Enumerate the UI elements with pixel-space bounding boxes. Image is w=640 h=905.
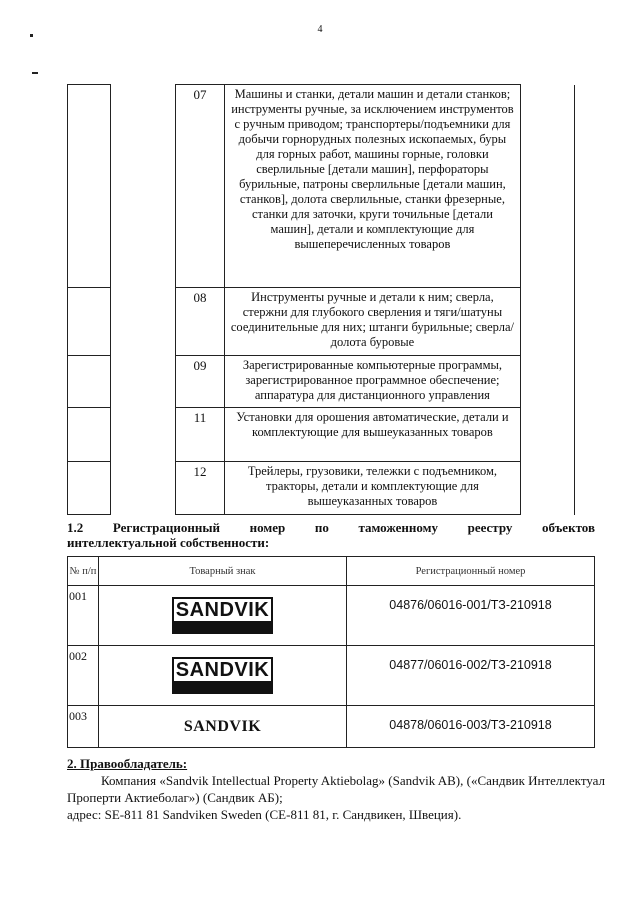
empty-cell bbox=[111, 85, 176, 288]
table-row bbox=[68, 586, 595, 646]
heading-word: объектов bbox=[542, 520, 595, 535]
table-row bbox=[68, 356, 575, 408]
class-code: 12 bbox=[176, 462, 224, 515]
empty-cell bbox=[68, 288, 111, 356]
class-code: 11 bbox=[176, 408, 224, 462]
empty-cell bbox=[521, 288, 575, 356]
class-description: Установки для орошения автоматические, детали и комплектующие для вышеуказанных товаров bbox=[224, 408, 521, 462]
logo-bar bbox=[174, 681, 272, 692]
class-description: Трейлеры, грузовики, тележки с подъемником, тракторы, детали и комплектующие для вышеуказанных товаров bbox=[224, 462, 521, 515]
empty-cell bbox=[111, 356, 176, 408]
logo-text: SANDVIK bbox=[175, 659, 270, 681]
registration-number: 04876/06016-001/ТЗ-210918 bbox=[347, 586, 595, 646]
registration-number: 04877/06016-002/ТЗ-210918 bbox=[347, 646, 595, 706]
section-number: 1.2 bbox=[67, 520, 84, 535]
empty-cell bbox=[68, 356, 111, 408]
registration-table bbox=[67, 556, 595, 748]
class-description: Машины и станки, детали машин и детали станков; инструменты ручные, за исключением инструментов с ручным приводом; транспортеры/подъемники для добычи горнорудных полезных ископаемых, буры для горных работ, машины горные, головки сверлильные [детали машин], перфораторы бурильные, патроны сверлильные [детали машин, станков], долота сверлильные, станки фрезерные, станки для заточки, круги точильные [детали машин], детали и комплектующие для вышеперечисленных товаров bbox=[224, 85, 521, 288]
trademark-logo bbox=[99, 586, 347, 646]
row-number: 002 bbox=[68, 646, 99, 706]
trademark-wordmark bbox=[99, 706, 347, 748]
holder-title: 2. Правообладатель: bbox=[67, 756, 188, 771]
class-description: Инструменты ручные и детали к ним; сверла, стержни для глубокого сверления и тяги/шатуны соединительные для них; штанги бурильные; сверла/долота буровые bbox=[224, 288, 521, 356]
empty-cell bbox=[521, 356, 575, 408]
table-row bbox=[68, 646, 595, 706]
class-description: Зарегистрированные компьютерные программы, зарегистрированное программное обеспечение; аппаратура для дистанционного управления bbox=[224, 356, 521, 408]
scan-speck bbox=[30, 34, 33, 37]
col-header-reg-number: Регистрационный номер bbox=[347, 557, 595, 586]
table-row bbox=[68, 462, 575, 515]
heading-line-2: интеллектуальной собственности: bbox=[67, 535, 270, 550]
logo-bar bbox=[174, 621, 272, 632]
row-number: 003 bbox=[68, 706, 99, 748]
empty-cell bbox=[68, 462, 111, 515]
col-header-number: № п/п bbox=[68, 557, 99, 586]
logo-text: SANDVIK bbox=[175, 599, 270, 621]
col-header-trademark: Товарный знак bbox=[99, 557, 347, 586]
sandvik-wordmark: SANDVIK bbox=[183, 717, 262, 735]
heading-word: таможенному bbox=[358, 520, 438, 535]
goods-classes-table bbox=[67, 84, 575, 515]
empty-cell bbox=[521, 408, 575, 462]
empty-cell bbox=[111, 288, 176, 356]
heading-word: реестру bbox=[467, 520, 513, 535]
empty-cell bbox=[521, 462, 575, 515]
sandvik-logo bbox=[172, 657, 274, 694]
table-row bbox=[68, 288, 575, 356]
heading-word: Регистрационный bbox=[112, 520, 220, 535]
table-row bbox=[68, 85, 575, 288]
table-header-row bbox=[68, 557, 595, 586]
empty-cell bbox=[68, 85, 111, 288]
class-code: 08 bbox=[176, 288, 224, 356]
empty-cell bbox=[111, 462, 176, 515]
section-1-2-heading bbox=[67, 520, 595, 550]
table-row bbox=[68, 408, 575, 462]
row-number: 001 bbox=[68, 586, 99, 646]
scan-mark bbox=[32, 72, 38, 74]
holder-address: адрес: SE-811 81 Sandviken Sweden (СЕ-811 81, г. Сандвикен, Швеция). bbox=[67, 807, 462, 822]
empty-cell bbox=[521, 85, 575, 288]
heading-word: по bbox=[314, 520, 329, 535]
registration-number: 04878/06016-003/ТЗ-210918 bbox=[347, 706, 595, 748]
table-row bbox=[68, 706, 595, 748]
trademark-logo bbox=[99, 646, 347, 706]
page-number: 4 bbox=[317, 24, 323, 35]
empty-cell bbox=[111, 408, 176, 462]
heading-word: номер bbox=[249, 520, 286, 535]
holder-company: Компания «Sandvik Intellectual Property Aktiebolag» (Sandvik AB), («Сандвик Интеллектуал Проперти Актиеболаг») (Сандвик АБ); bbox=[67, 773, 606, 805]
class-code: 07 bbox=[176, 85, 224, 288]
rights-holder-section bbox=[67, 755, 607, 823]
class-code: 09 bbox=[176, 356, 224, 408]
sandvik-logo bbox=[172, 597, 274, 634]
empty-cell bbox=[68, 408, 111, 462]
